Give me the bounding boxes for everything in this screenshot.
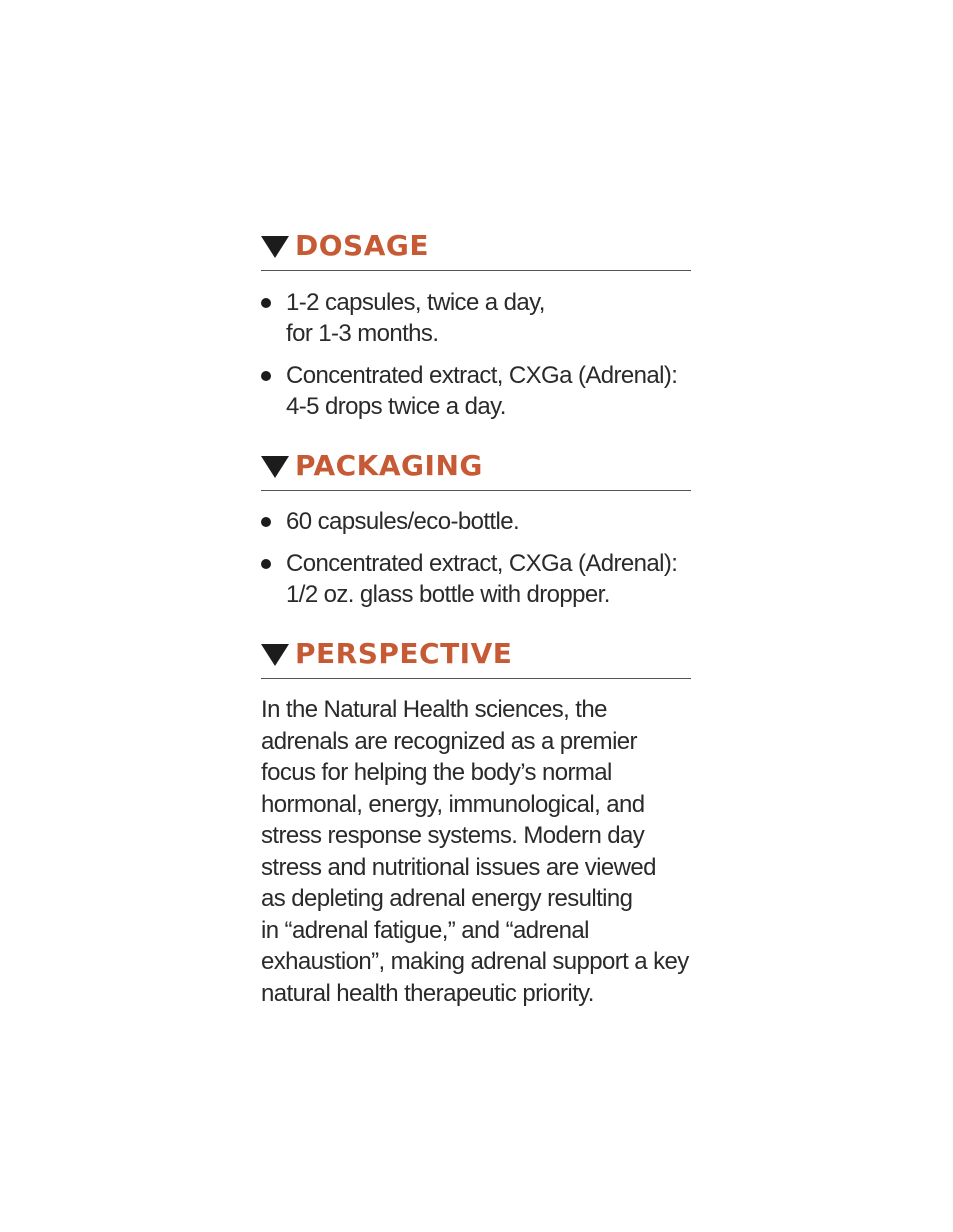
triangle-down-icon — [261, 644, 289, 666]
packaging-list — [261, 506, 691, 610]
list-item — [261, 548, 691, 610]
dosage-heading — [261, 226, 691, 271]
paragraph-line: adrenals are recognized as a premier — [261, 727, 637, 755]
product-info — [261, 226, 691, 1009]
bullet-dot-icon — [261, 371, 271, 381]
paragraph-line: stress and nutritional issues are viewed — [261, 853, 656, 881]
paragraph-line: in “adrenal fatigue,” and “adrenal — [261, 916, 589, 944]
paragraph-line: hormonal, energy, immunological, and — [261, 790, 645, 818]
packaging-section — [261, 446, 691, 610]
list-item-text: Concentrated extract, CXGa (Adrenal): — [286, 362, 678, 389]
perspective-paragraph — [261, 694, 691, 1009]
paragraph-line: exhaustion”, making adrenal support a key — [261, 948, 689, 975]
dosage-list — [261, 287, 691, 422]
bullet-dot-icon — [261, 559, 271, 569]
paragraph-line: stress response systems. Modern day — [261, 822, 645, 849]
paragraph-line: natural health therapeutic priority. — [261, 979, 594, 1007]
list-item — [261, 360, 691, 422]
perspective-section — [261, 634, 691, 1009]
dosage-title: DOSAGE — [295, 229, 429, 262]
perspective-title: PERSPECTIVE — [295, 637, 513, 670]
packaging-heading — [261, 446, 691, 491]
bullet-dot-icon — [261, 298, 271, 308]
list-item — [261, 506, 691, 537]
bullet-dot-icon — [261, 517, 271, 527]
list-item-text: Concentrated extract, CXGa (Adrenal): — [286, 550, 678, 577]
list-item-text: 60 capsules/eco-bottle. — [286, 508, 520, 535]
triangle-down-icon — [261, 456, 289, 478]
triangle-down-icon — [261, 236, 289, 258]
paragraph-line: focus for helping the body’s normal — [261, 759, 612, 786]
paragraph-line: as depleting adrenal energy resulting — [261, 885, 633, 912]
list-item — [261, 287, 691, 349]
dosage-section — [261, 226, 691, 422]
list-item-text: 4-5 drops twice a day. — [286, 393, 506, 420]
packaging-title: PACKAGING — [295, 449, 483, 482]
list-item-text: for 1-3 months. — [286, 320, 439, 347]
list-item-text: 1/2 oz. glass bottle with dropper. — [286, 581, 610, 608]
paragraph-line: In the Natural Health sciences, the — [261, 696, 607, 723]
list-item-text: 1-2 capsules, twice a day, — [286, 289, 545, 316]
perspective-heading — [261, 634, 691, 679]
